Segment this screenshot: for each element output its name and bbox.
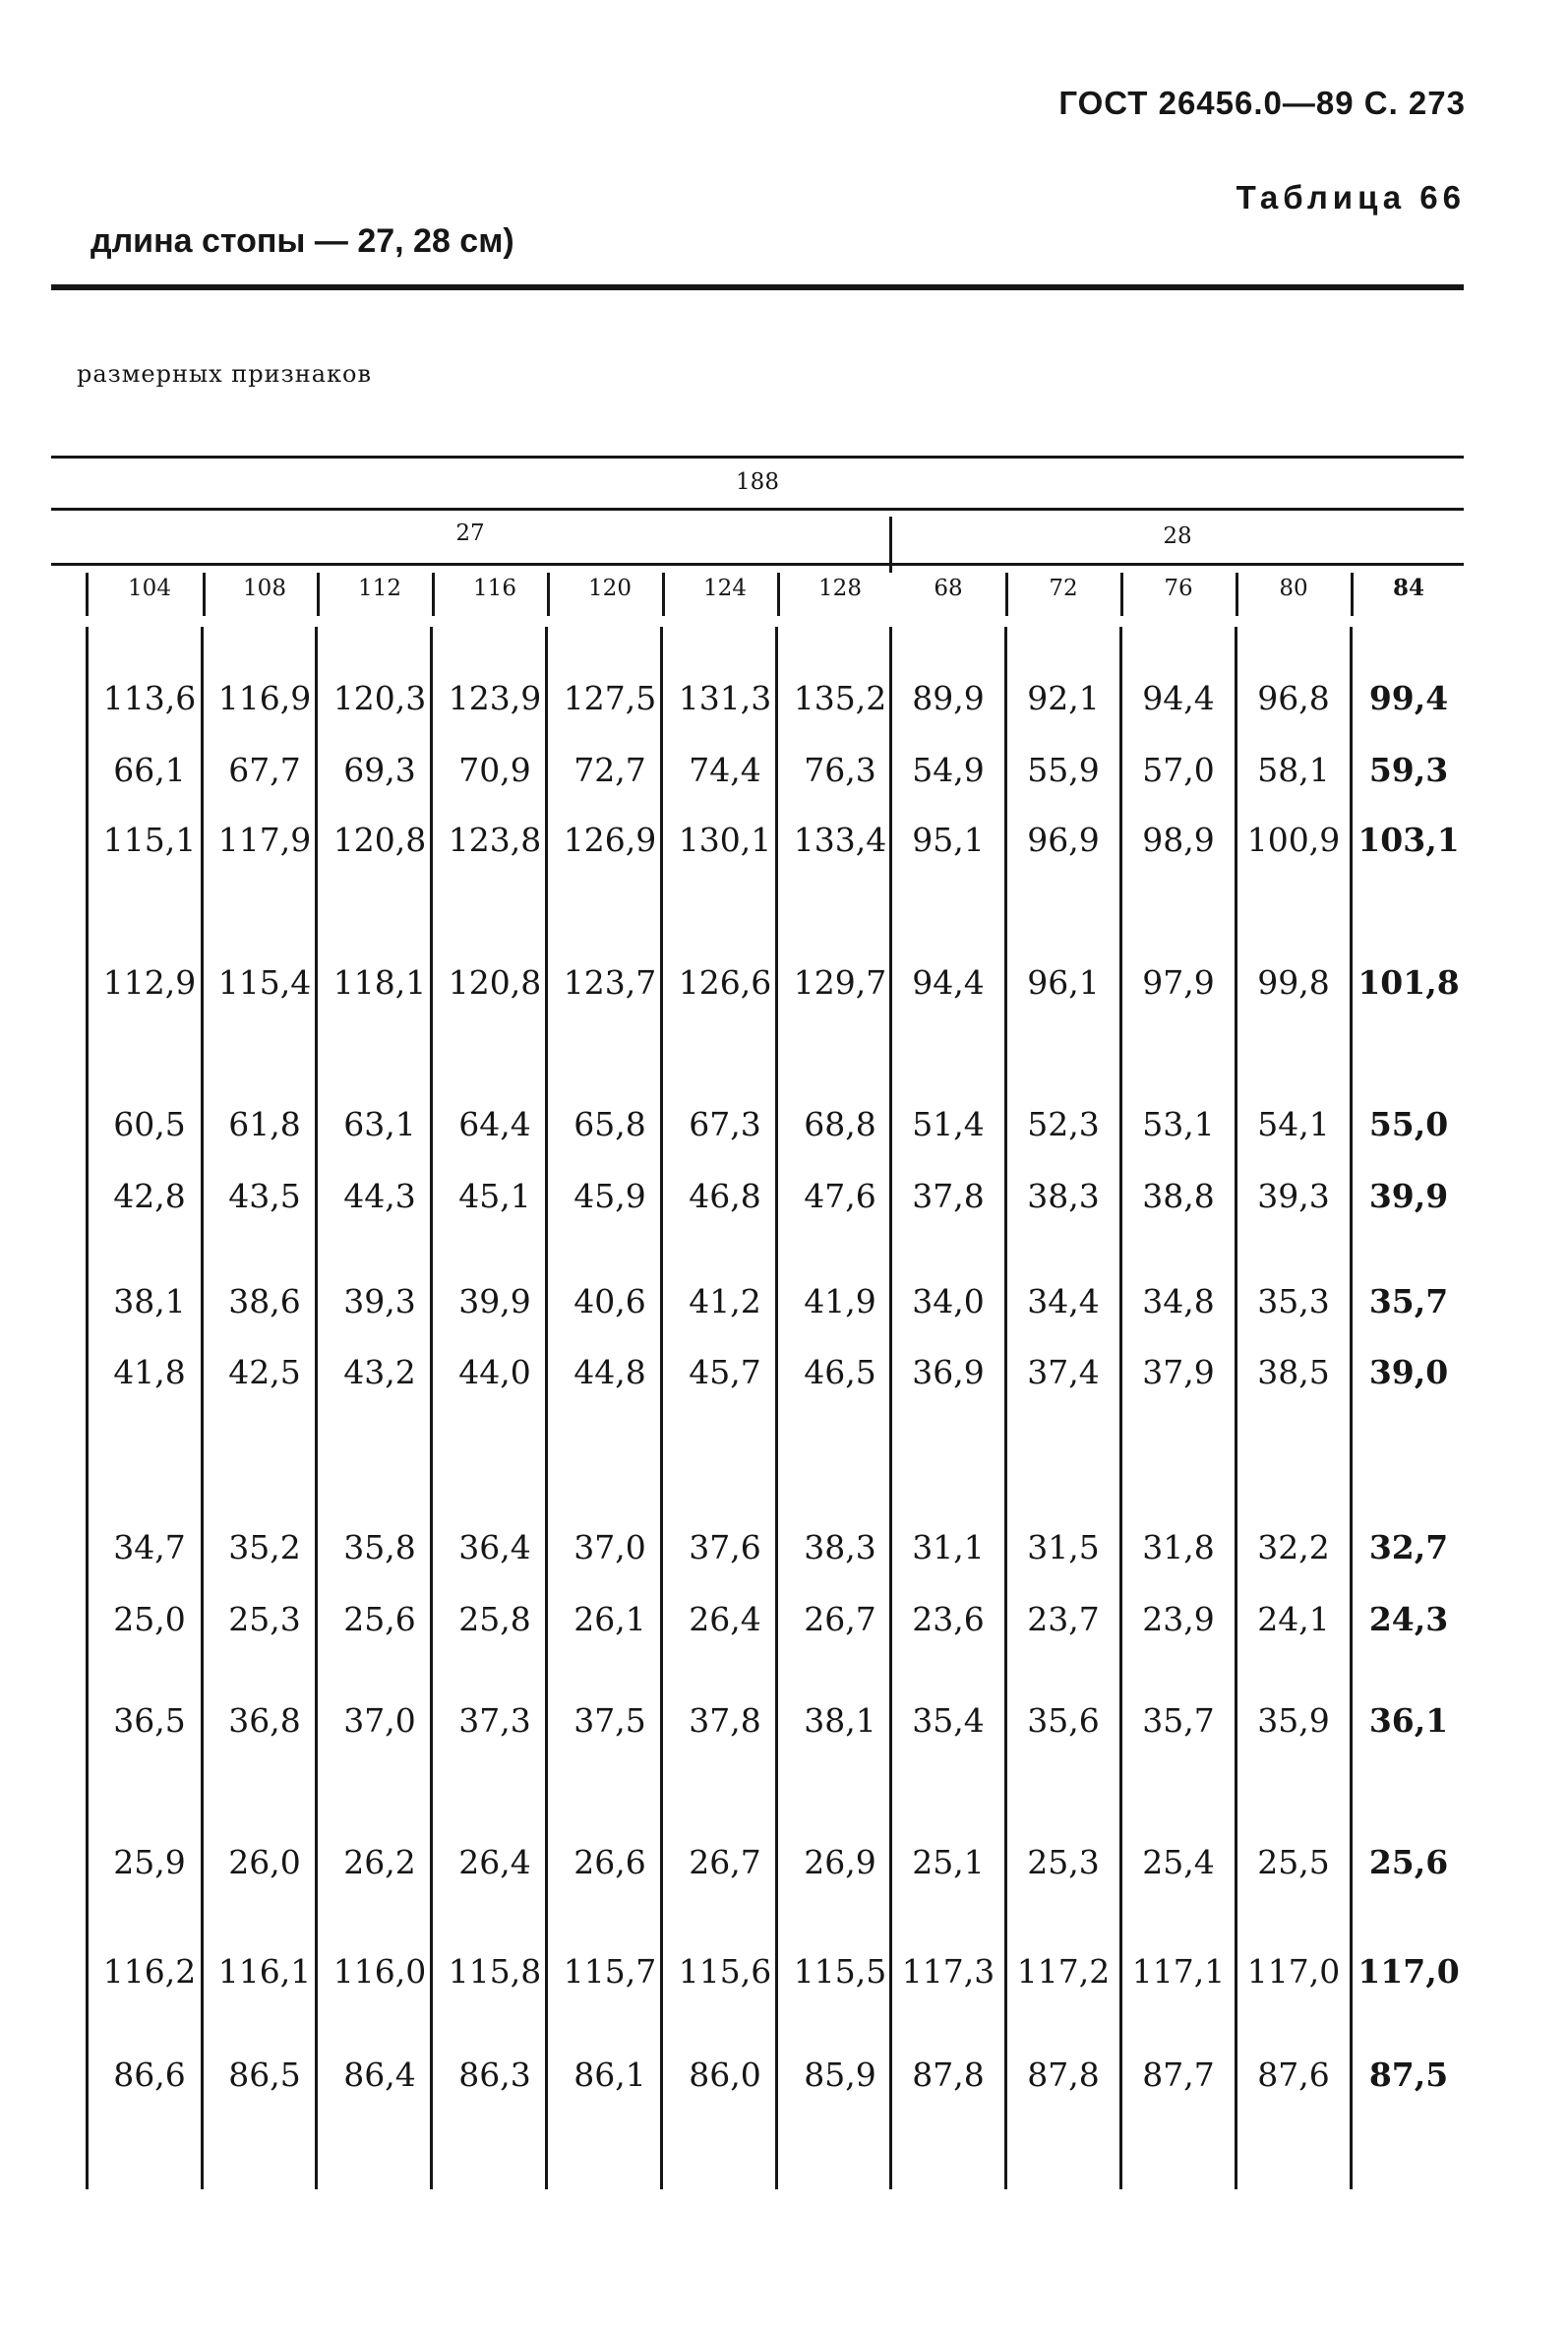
table-cell: 24,3 <box>1368 1600 1449 1638</box>
table-cell: 46,5 <box>804 1353 876 1391</box>
table-cell: 61,8 <box>228 1105 301 1143</box>
header-column-divider <box>432 573 435 616</box>
header-column-divider <box>777 573 780 616</box>
table-cell: 58,1 <box>1257 751 1330 789</box>
table-cell: 99,8 <box>1257 963 1330 1002</box>
body-column-divider <box>86 627 89 2189</box>
table-cell: 103,1 <box>1357 821 1460 859</box>
table-cell: 127,5 <box>563 679 657 717</box>
column-header: 80 <box>1279 576 1308 601</box>
table-cell: 54,9 <box>912 751 985 789</box>
top-rule <box>51 284 1464 290</box>
table-cell: 69,3 <box>343 751 416 789</box>
table-cell: 32,7 <box>1368 1528 1449 1566</box>
table-cell: 126,6 <box>678 963 772 1002</box>
table-cell: 31,1 <box>912 1528 985 1566</box>
table-cell: 37,0 <box>573 1528 646 1566</box>
table-cell: 38,1 <box>804 1701 876 1740</box>
table-cell: 37,6 <box>689 1528 761 1566</box>
column-header: 76 <box>1164 576 1193 601</box>
table-cell: 117,1 <box>1131 1952 1226 1991</box>
table-cell: 39,3 <box>343 1282 416 1320</box>
table-cell: 116,9 <box>217 679 312 717</box>
table-cell: 37,4 <box>1027 1353 1100 1391</box>
table-cell: 26,7 <box>804 1600 876 1638</box>
table-cell: 123,9 <box>448 679 542 717</box>
table-cell: 130,1 <box>678 821 772 859</box>
table-cell: 87,6 <box>1257 2056 1330 2094</box>
table-cell: 40,6 <box>573 1282 646 1320</box>
table-cell: 135,2 <box>793 679 887 717</box>
table-cell: 39,3 <box>1257 1177 1330 1215</box>
table-cell: 117,0 <box>1357 1952 1460 1991</box>
header-divider-2 <box>51 563 1464 566</box>
table-cell: 34,0 <box>912 1282 985 1320</box>
table-cell: 116,0 <box>332 1952 427 1991</box>
table-cell: 96,8 <box>1257 679 1330 717</box>
table-cell: 85,9 <box>804 2056 876 2094</box>
table-cell: 63,1 <box>343 1105 416 1143</box>
table-cell: 74,4 <box>689 751 761 789</box>
table-cell: 53,1 <box>1142 1105 1215 1143</box>
table-cell: 112,9 <box>102 963 197 1002</box>
table-cell: 37,0 <box>343 1701 416 1740</box>
table-cell: 38,8 <box>1142 1177 1215 1215</box>
table-cell: 68,8 <box>804 1105 876 1143</box>
table-cell: 26,4 <box>689 1600 761 1638</box>
table-cell: 72,7 <box>573 751 646 789</box>
table-cell: 52,3 <box>1027 1105 1100 1143</box>
table-cell: 129,7 <box>793 963 887 1002</box>
header-column-divider <box>317 573 320 616</box>
table-cell: 115,6 <box>678 1952 772 1991</box>
table-cell: 47,6 <box>804 1177 876 1215</box>
table-cell: 115,8 <box>448 1952 542 1991</box>
table-cell: 117,9 <box>217 821 312 859</box>
table-cell: 95,1 <box>912 821 985 859</box>
table-cell: 38,3 <box>1027 1177 1100 1215</box>
table-cell: 41,9 <box>804 1282 876 1320</box>
table-cell: 37,8 <box>912 1177 985 1215</box>
table-cell: 87,7 <box>1142 2056 1215 2094</box>
table-cell: 35,6 <box>1027 1701 1100 1740</box>
table-cell: 35,9 <box>1257 1701 1330 1740</box>
column-header: 68 <box>934 576 963 601</box>
table-cell: 86,4 <box>343 2056 416 2094</box>
table-cell: 117,2 <box>1016 1952 1111 1991</box>
table-cell: 35,2 <box>228 1528 301 1566</box>
table-cell: 116,2 <box>102 1952 197 1991</box>
table-cell: 123,8 <box>448 821 542 859</box>
table-cell: 31,8 <box>1142 1528 1215 1566</box>
table-cell: 31,5 <box>1027 1528 1100 1566</box>
header-column-divider <box>547 573 550 616</box>
table-cell: 36,5 <box>113 1701 186 1740</box>
table-cell: 23,6 <box>912 1600 985 1638</box>
table-cell: 115,1 <box>102 821 197 859</box>
table-cell: 45,9 <box>573 1177 646 1215</box>
table-cell: 86,6 <box>113 2056 186 2094</box>
page-identifier: ГОСТ 26456.0—89 С. 273 <box>1058 85 1466 121</box>
table-cell: 45,7 <box>689 1353 761 1391</box>
table-cell: 26,1 <box>573 1600 646 1638</box>
table-cell: 25,3 <box>1027 1843 1100 1881</box>
table-cell: 64,4 <box>458 1105 531 1143</box>
table-cell: 94,4 <box>1142 679 1215 717</box>
column-header: 112 <box>358 576 401 601</box>
table-cell: 42,8 <box>113 1177 186 1215</box>
table-cell: 86,0 <box>689 2056 761 2094</box>
table-cell: 24,1 <box>1257 1600 1330 1638</box>
table-cell: 37,3 <box>458 1701 531 1740</box>
table-cell: 26,0 <box>228 1843 301 1881</box>
table-cell: 55,9 <box>1027 751 1100 789</box>
table-cell: 25,6 <box>1368 1843 1449 1881</box>
table-cell: 26,4 <box>458 1843 531 1881</box>
table-cell: 25,6 <box>343 1600 416 1638</box>
table-cell: 25,0 <box>113 1600 186 1638</box>
table-cell: 37,5 <box>573 1701 646 1740</box>
table-cell: 86,3 <box>458 2056 531 2094</box>
table-cell: 38,6 <box>228 1282 301 1320</box>
table-cell: 26,9 <box>804 1843 876 1881</box>
table-cell: 25,8 <box>458 1600 531 1638</box>
table-cell: 32,2 <box>1257 1528 1330 1566</box>
table-cell: 36,9 <box>912 1353 985 1391</box>
header-column-divider <box>203 573 206 616</box>
table-cell: 51,4 <box>912 1105 985 1143</box>
table-cell: 26,6 <box>573 1843 646 1881</box>
header-divider-1 <box>51 508 1464 511</box>
table-cell: 25,1 <box>912 1843 985 1881</box>
table-cell: 26,7 <box>689 1843 761 1881</box>
table-subtitle: длина стопы — 27, 28 см) <box>90 222 514 260</box>
table-cell: 89,9 <box>912 679 985 717</box>
table-cell: 120,8 <box>448 963 542 1002</box>
table-cell: 35,8 <box>343 1528 416 1566</box>
header-column-divider <box>1236 573 1238 616</box>
header-column-divider <box>1120 573 1123 616</box>
table-cell: 57,0 <box>1142 751 1215 789</box>
table-cell: 25,9 <box>113 1843 186 1881</box>
table-cell: 39,9 <box>458 1282 531 1320</box>
table-cell: 38,1 <box>113 1282 186 1320</box>
table-cell: 115,5 <box>793 1952 887 1991</box>
column-header: 104 <box>128 576 171 601</box>
table-cell: 36,1 <box>1368 1701 1449 1740</box>
table-cell: 39,0 <box>1368 1353 1449 1391</box>
table-cell: 37,8 <box>689 1701 761 1740</box>
group-header-27: 27 <box>455 521 485 546</box>
table-cell: 44,0 <box>458 1353 531 1391</box>
table-cell: 96,1 <box>1027 963 1100 1002</box>
table-cell: 86,5 <box>228 2056 301 2094</box>
table-cell: 117,3 <box>901 1952 995 1991</box>
table-cell: 38,5 <box>1257 1353 1330 1391</box>
table-cell: 126,9 <box>563 821 657 859</box>
table-cell: 35,7 <box>1142 1701 1215 1740</box>
table-cell: 43,2 <box>343 1353 416 1391</box>
header-column-divider <box>86 573 89 616</box>
table-cell: 115,4 <box>217 963 312 1002</box>
table-cell: 36,4 <box>458 1528 531 1566</box>
table-cell: 37,9 <box>1142 1353 1215 1391</box>
column-header: 108 <box>243 576 286 601</box>
table-cell: 46,8 <box>689 1177 761 1215</box>
table-cell: 34,4 <box>1027 1282 1100 1320</box>
table-cell: 118,1 <box>332 963 427 1002</box>
table-cell: 117,0 <box>1246 1952 1341 1991</box>
table-cell: 94,4 <box>912 963 985 1002</box>
group-header-28: 28 <box>1163 523 1192 549</box>
table-cell: 43,5 <box>228 1177 301 1215</box>
table-cell: 60,5 <box>113 1105 186 1143</box>
table-cell: 99,4 <box>1368 679 1449 717</box>
table-cell: 41,2 <box>689 1282 761 1320</box>
column-header: 128 <box>818 576 862 601</box>
column-header: 120 <box>588 576 632 601</box>
table-cell: 44,3 <box>343 1177 416 1215</box>
table-cell: 25,5 <box>1257 1843 1330 1881</box>
column-header: 72 <box>1049 576 1078 601</box>
table-cell: 113,6 <box>102 679 197 717</box>
table-cell: 115,7 <box>563 1952 657 1991</box>
header-top-value: 188 <box>736 469 779 495</box>
table-cell: 120,8 <box>332 821 427 859</box>
table-top-line <box>51 456 1464 459</box>
table-cell: 87,8 <box>912 2056 985 2094</box>
table-cell: 39,9 <box>1368 1177 1449 1215</box>
table-cell: 98,9 <box>1142 821 1215 859</box>
table-cell: 55,0 <box>1368 1105 1449 1143</box>
header-column-divider <box>1351 573 1354 616</box>
column-header: 116 <box>473 576 516 601</box>
table-cell: 97,9 <box>1142 963 1215 1002</box>
table-cell: 23,9 <box>1142 1600 1215 1638</box>
table-cell: 100,9 <box>1246 821 1341 859</box>
table-cell: 25,3 <box>228 1600 301 1638</box>
table-cell: 44,8 <box>573 1353 646 1391</box>
table-cell: 92,1 <box>1027 679 1100 717</box>
table-cell: 35,7 <box>1368 1282 1449 1320</box>
table-cell: 25,4 <box>1142 1843 1215 1881</box>
table-cell: 87,8 <box>1027 2056 1100 2094</box>
table-cell: 59,3 <box>1368 751 1449 789</box>
table-cell: 34,7 <box>113 1528 186 1566</box>
table-cell: 23,7 <box>1027 1600 1100 1638</box>
table-cell: 34,8 <box>1142 1282 1215 1320</box>
table-cell: 70,9 <box>458 751 531 789</box>
table-cell: 67,7 <box>228 751 301 789</box>
column-header: 84 <box>1392 575 1424 601</box>
table-cell: 67,3 <box>689 1105 761 1143</box>
table-cell: 101,8 <box>1357 963 1460 1002</box>
table-cell: 36,8 <box>228 1701 301 1740</box>
table-cell: 35,3 <box>1257 1282 1330 1320</box>
table-cell: 87,5 <box>1368 2056 1449 2094</box>
table-cell: 42,5 <box>228 1353 301 1391</box>
table-cell: 116,1 <box>217 1952 312 1991</box>
table-cell: 54,1 <box>1257 1105 1330 1143</box>
table-cell: 120,3 <box>332 679 427 717</box>
table-cell: 26,2 <box>343 1843 416 1881</box>
table-cell: 66,1 <box>113 751 186 789</box>
table-cell: 133,4 <box>793 821 887 859</box>
table-cell: 38,3 <box>804 1528 876 1566</box>
table-note: размерных признаков <box>77 360 372 388</box>
header-column-divider <box>1005 573 1008 616</box>
header-column-divider <box>662 573 665 616</box>
table-cell: 96,9 <box>1027 821 1100 859</box>
table-cell: 86,1 <box>573 2056 646 2094</box>
table-cell: 45,1 <box>458 1177 531 1215</box>
table-cell: 131,3 <box>678 679 772 717</box>
table-cell: 41,8 <box>113 1353 186 1391</box>
table-cell: 76,3 <box>804 751 876 789</box>
table-cell: 65,8 <box>573 1105 646 1143</box>
table-number: Таблица 66 <box>1236 179 1466 215</box>
column-header: 124 <box>703 576 747 601</box>
table-cell: 35,4 <box>912 1701 985 1740</box>
table-cell: 123,7 <box>563 963 657 1002</box>
